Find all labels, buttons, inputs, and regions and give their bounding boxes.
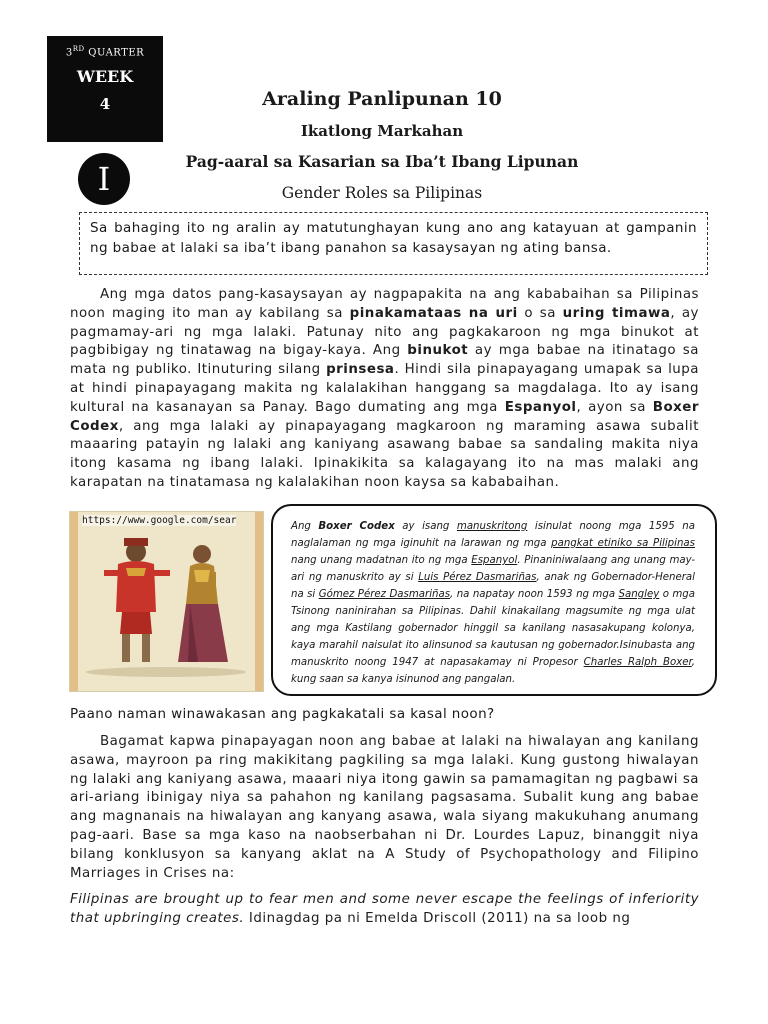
boxer-codex-callout: Ang Boxer Codex ay isang manuskritong isinulat noong mga 1595 na naglalaman ng mga iginuhit na larawan ng mga pangkat etiniko sa Pilipinas nang unang madatnan ito ng mga Espanyol. Pinaniniwalaang ang unang may-ari ng manuskrito ay si Luis Pérez Dasmariñas, anak ng Gobernador-Heneral na si Gómez Pérez Dasmariñas, na napatay noon 1593 ng mga Sangley o mga Tsinong naninirahan sa Pilipinas. Dahil kinakailang magsumite ng mga ulat ang mga Kastilang gobernador hinggil sa kanilang nasasakupang kolonya, kaya marahil naisulat ito alinsunod sa kautusan ng gobernador.Isinubasta ang manuskrito noong 1947 at napasakamay ni Propesor Charles Ralph Boxer, kung saan sa kanya isinunod ang pangalan. bbox=[271, 504, 717, 696]
page-title: Araling Panlipunan 10 bbox=[262, 88, 502, 110]
lesson-topic: Pag-aaral sa Kasarian sa Iba’t Ibang Lipunan bbox=[185, 152, 579, 171]
figures-illustration bbox=[70, 512, 263, 691]
image-url-caption: https://www.google.com/sear bbox=[82, 515, 237, 526]
week-number: 4 bbox=[99, 95, 111, 114]
section-letter-badge: I bbox=[78, 153, 130, 205]
page-subtitle: Ikatlong Markahan bbox=[300, 122, 464, 140]
intro-box: Sa bahaging ito ng aralin ay matutunghayan kung ano ang katayuan at gampanin ng babae at lalaki sa iba’t ibang panahon sa kasaysayan ng ating bansa. bbox=[79, 212, 708, 275]
paragraph-3: Filipinas are brought up to fear men and some never escape the feelings of inferiority that upbringing creates. Idinagdag pa ni Emelda Driscoll (2011) na sa loob ng bbox=[70, 892, 699, 926]
quarter-label: 3RD QUARTER bbox=[65, 45, 145, 59]
question-text: Paano naman winawakasan ang pagkakatali sa kasal noon? bbox=[70, 706, 495, 722]
quarter-week-box bbox=[47, 36, 163, 142]
week-label: WEEK bbox=[76, 67, 134, 87]
paragraph-1: Ang mga datos pang-kasaysayan ay nagpapakita na ang kababaihan sa Pilipinas noon maging ito man ay kabilang sa pinakamataas na uri o sa uring timawa, ay pagmamay-ari ng mga lalaki. Patunay nito ang pagkakaroon ng mga binukot at pagbibigay ng tinatawag na bigay-kaya. Ang binukot ay mga babae na itinatago sa mata ng publiko. Itinuturing silang prinsesa. Hindi sila pinapayagang umapak sa lupa at hindi pinapayagang makita ng kalalakihan hanggang sa magdalaga. Ito ay isang kultural na kasanayan sa Panay. Bago dumating ang mga Espanyol, ayon sa Boxer Codex, ang mga lalaki ay pinapayagang magkaroon ng maraming asawa subalit maaaring patayin ng lalaki ang kaniyang asawang babae sa sandaling makita niya itong kasama ng ibang lalaki. Ipinakikita sa kalagayang ito na mas malaki ang karapatan na tinatamasa ng kalalakihan noon kaysa sa kababaihan. bbox=[70, 287, 699, 490]
paragraph-2: Bagamat kapwa pinapayagan noon ang babae at lalaki na hiwalayan ang kanilang asawa, mayroon pa ring makikitang pagkiling sa mga lalaki. Kung gustong hiwalayan ng lalaki ang kaniyang asawa, maaari niya itong gawin sa pamamagitan ng pagbawi sa ari-ariang ibinigay niya sa pahahon ng kanilang pagsasama. Subalit kung ang babae ang magnanais na hiwalayan ang kanyang asawa, wala siyang makukuhang anumang pag-aari. Base sa mga kaso na naobserbahan ni Dr. Lourdes Lapuz, binanggit niya bilang konklusyon sa kanyang aklat na A Study of Psychopathology and Filipino Marriages in Crises na: bbox=[70, 734, 699, 881]
lesson-subtopic: Gender Roles sa Pilipinas bbox=[281, 184, 483, 202]
boxer-codex-illustration bbox=[69, 511, 264, 692]
